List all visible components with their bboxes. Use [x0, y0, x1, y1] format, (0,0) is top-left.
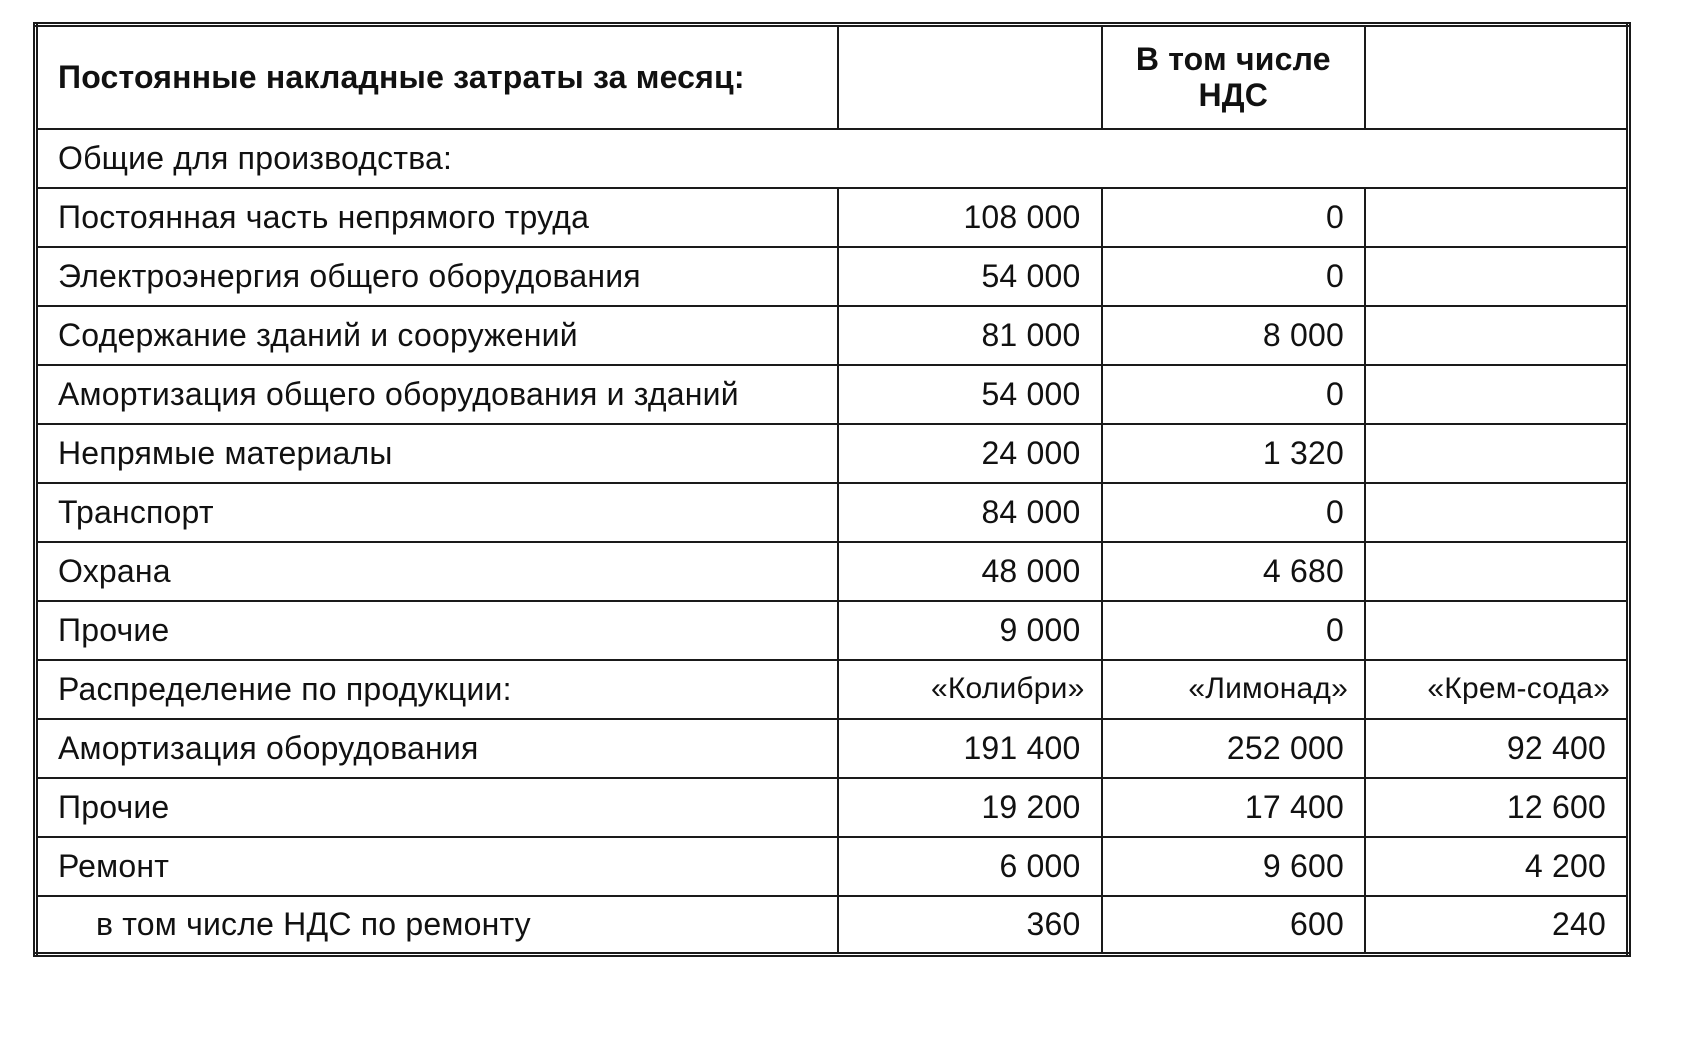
row-value-limonad: 252 000: [1102, 719, 1365, 778]
row-value-krem-soda: 4 200: [1365, 837, 1629, 896]
header-amount-cell: [838, 25, 1101, 129]
row-vat: 0: [1102, 247, 1365, 306]
table-row: [36, 306, 1629, 365]
row-amount: 54 000: [838, 247, 1101, 306]
product-name-krem-soda: «Крем-сода»: [1365, 660, 1629, 719]
row-amount: 84 000: [838, 483, 1101, 542]
table-header-row: [36, 25, 1629, 129]
header-title: Постоянные накладные затраты за месяц:: [36, 25, 839, 129]
row-label: Прочие: [36, 778, 839, 837]
general-section-row: [36, 129, 1629, 188]
row-empty-cell: [1365, 424, 1629, 483]
row-label: Амортизация оборудования: [36, 719, 839, 778]
row-vat: 0: [1102, 365, 1365, 424]
header-empty-cell: [1365, 25, 1629, 129]
row-label: Электроэнергия общего оборудования: [36, 247, 839, 306]
table-row: [36, 837, 1629, 896]
table-row: [36, 719, 1629, 778]
row-empty-cell: [1365, 365, 1629, 424]
row-amount: 48 000: [838, 542, 1101, 601]
table-row: [36, 542, 1629, 601]
row-value-limonad: 9 600: [1102, 837, 1365, 896]
row-label: в том числе НДС по ремонту: [36, 896, 839, 955]
row-label: Содержание зданий и сооружений: [36, 306, 839, 365]
row-value-limonad: 17 400: [1102, 778, 1365, 837]
row-label: Прочие: [36, 601, 839, 660]
table-row: [36, 365, 1629, 424]
row-label: Транспорт: [36, 483, 839, 542]
row-vat: 4 680: [1102, 542, 1365, 601]
row-empty-cell: [1365, 601, 1629, 660]
row-empty-cell: [1365, 542, 1629, 601]
table-row: [36, 483, 1629, 542]
table-row: [36, 188, 1629, 247]
row-value-krem-soda: 92 400: [1365, 719, 1629, 778]
row-vat: 0: [1102, 188, 1365, 247]
row-label: Непрямые материалы: [36, 424, 839, 483]
row-label: Ремонт: [36, 837, 839, 896]
overhead-cost-table: [33, 22, 1631, 957]
row-empty-cell: [1365, 306, 1629, 365]
product-name-limonad: «Лимонад»: [1102, 660, 1365, 719]
table-row: [36, 424, 1629, 483]
row-amount: 54 000: [838, 365, 1101, 424]
row-value-kolibri: 6 000: [838, 837, 1101, 896]
product-name-kolibri: «Колибри»: [838, 660, 1101, 719]
row-vat: 0: [1102, 601, 1365, 660]
row-value-krem-soda: 12 600: [1365, 778, 1629, 837]
row-value-krem-soda: 240: [1365, 896, 1629, 955]
row-vat: 1 320: [1102, 424, 1365, 483]
row-amount: 108 000: [838, 188, 1101, 247]
row-amount: 24 000: [838, 424, 1101, 483]
row-label: Постоянная часть непрямого труда: [36, 188, 839, 247]
row-value-kolibri: 191 400: [838, 719, 1101, 778]
table-row: [36, 896, 1629, 955]
row-empty-cell: [1365, 188, 1629, 247]
header-vat: В том числе НДС: [1102, 25, 1365, 129]
table-row: [36, 247, 1629, 306]
general-section-title: Общие для производства:: [36, 129, 1629, 188]
row-label: Охрана: [36, 542, 839, 601]
product-section-title: Распределение по продукции:: [36, 660, 839, 719]
table-row: [36, 778, 1629, 837]
table-row: [36, 601, 1629, 660]
row-vat: 8 000: [1102, 306, 1365, 365]
row-value-limonad: 600: [1102, 896, 1365, 955]
cost-table-sheet: [33, 22, 1631, 1004]
row-empty-cell: [1365, 247, 1629, 306]
row-empty-cell: [1365, 483, 1629, 542]
row-value-kolibri: 360: [838, 896, 1101, 955]
product-section-row: [36, 660, 1629, 719]
row-vat: 0: [1102, 483, 1365, 542]
row-amount: 81 000: [838, 306, 1101, 365]
row-label: Амортизация общего оборудования и зданий: [36, 365, 839, 424]
row-value-kolibri: 19 200: [838, 778, 1101, 837]
row-amount: 9 000: [838, 601, 1101, 660]
